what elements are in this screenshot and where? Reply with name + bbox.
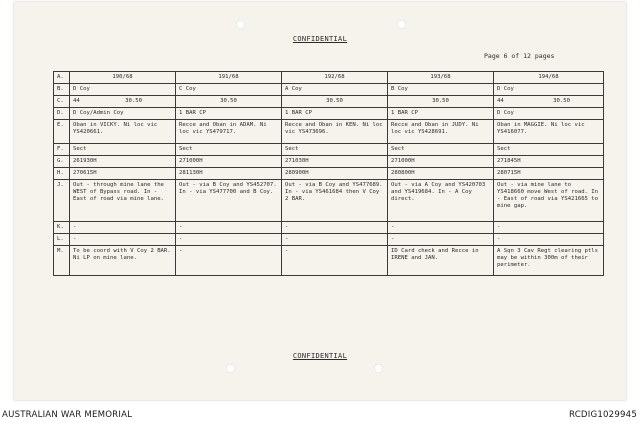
table-cell: Out - via B Coy and YS477689. In - via YS461684 then V Coy 2 BAR. xyxy=(282,180,388,222)
archive-institution: AUSTRALIAN WAR MEMORIAL xyxy=(2,410,133,420)
table-cell: 271845H xyxy=(494,156,604,168)
table-cell: D Coy/Admin Coy xyxy=(70,108,176,120)
punch-hole xyxy=(374,364,383,373)
table-cell xyxy=(494,96,604,108)
cell-part-a: 44 xyxy=(497,98,504,104)
table-cell: Sect xyxy=(70,144,176,156)
table-row xyxy=(54,234,604,246)
archive-reference: RCDIG1029945 xyxy=(568,410,637,420)
table-cell: 270615H xyxy=(70,168,176,180)
table-cell xyxy=(282,96,388,108)
table-cell: 190/68 xyxy=(70,72,176,84)
table-cell: Oban in VICKY. Ni loc vic YS420661. xyxy=(70,120,176,144)
row-label: K. xyxy=(54,222,70,234)
row-label: M. xyxy=(54,246,70,276)
row-label: A. xyxy=(54,72,70,84)
table-cell: 280800H xyxy=(388,168,494,180)
table-cell: - xyxy=(282,222,388,234)
table-row xyxy=(54,180,604,222)
row-label: D. xyxy=(54,108,70,120)
table-cell: 271000H xyxy=(176,156,282,168)
table-cell: 1 BAR CP xyxy=(388,108,494,120)
cell-part-b: 30.50 xyxy=(125,98,142,104)
table-cell: 280715H xyxy=(494,168,604,180)
table-cell: - xyxy=(176,246,282,276)
table-cell: 261930H xyxy=(70,156,176,168)
table-cell xyxy=(176,96,282,108)
table-cell xyxy=(388,96,494,108)
table-row xyxy=(54,246,604,276)
orders-table xyxy=(53,71,604,276)
table-row xyxy=(54,120,604,144)
table-cell: - xyxy=(282,246,388,276)
table-cell xyxy=(70,96,176,108)
table-cell: - xyxy=(494,234,604,246)
table-cell: ID Card check and Recce in IRENE and JAN. xyxy=(388,246,494,276)
table-cell: - xyxy=(388,222,494,234)
table-cell: - xyxy=(176,222,282,234)
cell-part-a: 44 xyxy=(73,98,80,104)
classification-header: CONFIDENTIAL xyxy=(292,35,348,43)
punch-hole xyxy=(226,364,235,373)
table-cell: 271030H xyxy=(282,156,388,168)
table-cell: A Sqn 3 Cav Regt clearing ptls may be within 300m of their perimeter. xyxy=(494,246,604,276)
table-cell: Sect xyxy=(494,144,604,156)
cell-part-b: 30.50 xyxy=(326,98,343,104)
table-cell: Sect xyxy=(282,144,388,156)
cell-part-b: 30.50 xyxy=(432,98,449,104)
table-cell: - xyxy=(70,234,176,246)
table-cell: 191/68 xyxy=(176,72,282,84)
table-cell: 1 BAR CP xyxy=(176,108,282,120)
row-label: G. xyxy=(54,156,70,168)
table-cell: Out - via A Coy and YS420703 and YS419684. In - A Coy direct. xyxy=(388,180,494,222)
table-cell: D Coy xyxy=(70,84,176,96)
table-row xyxy=(54,156,604,168)
table-row xyxy=(54,96,604,108)
cell-part-b: 30.50 xyxy=(553,98,570,104)
cell-part-b: 30.50 xyxy=(220,98,237,104)
table-row xyxy=(54,84,604,96)
punch-hole xyxy=(236,20,245,29)
row-label: B. xyxy=(54,84,70,96)
table-cell: Out - via mine lane to YS418660 move West of road. In - East of road via YS421665 to mine gap. xyxy=(494,180,604,222)
table-cell: 1 BAR CP xyxy=(282,108,388,120)
table-cell: D Coy xyxy=(494,108,604,120)
table-cell: Recce and Oban in ADAM. Ni loc vic YS479717. xyxy=(176,120,282,144)
table-row xyxy=(54,168,604,180)
table-cell: - xyxy=(388,234,494,246)
table-cell: D Coy xyxy=(494,84,604,96)
table-cell: 281130H xyxy=(176,168,282,180)
table-cell: 194/68 xyxy=(494,72,604,84)
table-cell: B Coy xyxy=(388,84,494,96)
table-cell: 193/68 xyxy=(388,72,494,84)
table-cell: 280900H xyxy=(282,168,388,180)
punch-hole xyxy=(397,20,406,29)
table-cell: C Coy xyxy=(176,84,282,96)
table-cell: 192/68 xyxy=(282,72,388,84)
document-page xyxy=(14,2,626,400)
row-label: C. xyxy=(54,96,70,108)
table-cell: - xyxy=(282,234,388,246)
row-label: L. xyxy=(54,234,70,246)
table-cell: Sect xyxy=(176,144,282,156)
table-cell: Recce and Oban in JUDY. Ni loc vic YS428691. xyxy=(388,120,494,144)
table-cell: Out - via B Coy and YS452707. In - via YS477700 and B Coy. xyxy=(176,180,282,222)
table-cell: A Coy xyxy=(282,84,388,96)
table-cell: - xyxy=(494,222,604,234)
table-cell: Recce and Oban in KEN. Ni loc vic YS473696. xyxy=(282,120,388,144)
row-label: J. xyxy=(54,180,70,222)
table-cell: - xyxy=(70,222,176,234)
table-cell: Out - through mine lane the WEST of Bypass road. In - East of road via mine lane. xyxy=(70,180,176,222)
table-cell: 271000H xyxy=(388,156,494,168)
table-row xyxy=(54,108,604,120)
page-number: Page 6 of 12 pages xyxy=(484,52,555,60)
table-row xyxy=(54,222,604,234)
row-label: F. xyxy=(54,144,70,156)
table-row xyxy=(54,72,604,84)
classification-footer: CONFIDENTIAL xyxy=(292,352,348,360)
table-row xyxy=(54,144,604,156)
table-cell: Sect xyxy=(388,144,494,156)
row-label: H. xyxy=(54,168,70,180)
table-cell: - xyxy=(176,234,282,246)
table-cell: To be coord with V Coy 2 BAR. Ni LP on mine lane. xyxy=(70,246,176,276)
row-label: E. xyxy=(54,120,70,144)
table-cell: Oban in MAGGIE. Ni loc vic YS416077. xyxy=(494,120,604,144)
